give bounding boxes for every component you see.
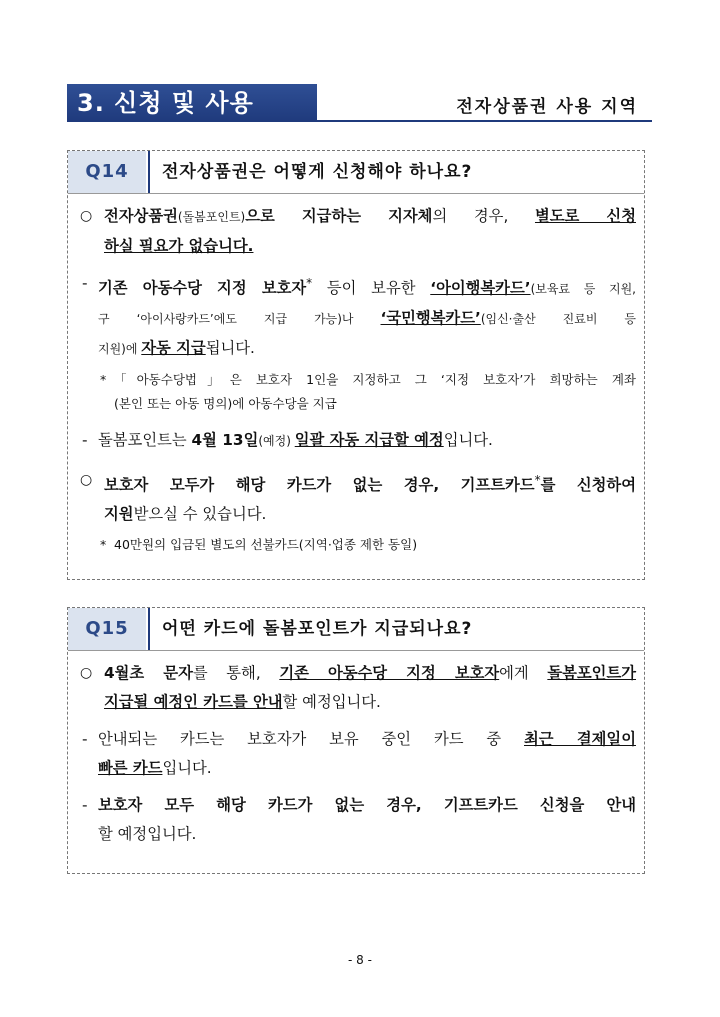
q14-p1-a: 전자상품권 [104, 207, 178, 225]
q15-body [68, 659, 644, 849]
q15-p2-b: 최근 결제일이 [524, 730, 636, 748]
q14-number: Q14 [68, 151, 146, 193]
q14-p3-e: 입니다. [443, 431, 493, 450]
q15-p2-d: 입니다. [162, 759, 212, 777]
q14-p3-c: (예정) [258, 434, 295, 449]
q14-p4-c: 지원 [104, 505, 134, 524]
q14-p1-f: 하실 필요가 없습니다. [104, 237, 254, 255]
q14-separator [148, 151, 150, 193]
q15-p2-a: 안내되는 카드는 보호자가 보유 중인 카드 중 [98, 730, 524, 748]
header-title: 전자상품권 사용 지역 [456, 97, 638, 117]
q14-header [68, 151, 644, 194]
q14-p3-a: 돌봄포인트는 [98, 431, 192, 450]
q15-p3-b: 할 예정입니다. [98, 825, 197, 843]
q15-p2-c: 빠른 카드 [98, 759, 163, 777]
q14-p1-d: 의 경우, [432, 207, 535, 225]
q14-p2-d: (보육료 등 지원, [530, 282, 636, 297]
q14-body [68, 202, 644, 557]
q15-p1-a: 4월초 문자 [104, 664, 193, 682]
q14-question: 전자상품권은 어떻게 신청해야 하나요? [162, 162, 473, 182]
q14-box [67, 150, 645, 580]
q14-p1-b: (돌봄포인트) [177, 210, 246, 224]
q14-p4-a: 보호자 모두가 해당 카드가 없는 경우, 기프트카드 [104, 476, 535, 495]
q15-p1-f: 지급될 예정인 카드를 안내 [104, 693, 283, 711]
q14-p2-f: ‘국민행복카드’ [380, 309, 481, 328]
section-tab: 3. 신청 및 사용 [67, 84, 317, 122]
q14-note2-text: * 40만원의 입금된 별도의 선불카드(지역·업종 제한 동일) [114, 537, 418, 553]
q14-p1-c: 으로 지급하는 지자체 [245, 207, 433, 225]
q14-p2-sup: * [306, 276, 313, 290]
q14-footnote-1 [80, 368, 636, 416]
q15-answer-1 [80, 659, 636, 717]
q15-p1-c: 기존 아동수당 지정 보호자 [279, 664, 500, 682]
q14-answer-1 [80, 202, 636, 261]
q15-number: Q15 [68, 608, 146, 650]
q14-p2-c: ‘아이행복카드’ [430, 279, 531, 298]
q15-p3-a: 보호자 모두 해당 카드가 없는 경우, 기프트카드 신청을 안내 [98, 796, 636, 814]
q14-note1-line1: * 「아동수당법」은 보호자 1인을 지정하고 그 ‘지정 보호자’가 희망하는 계좌 [114, 372, 636, 388]
q15-p1-d: 에게 [499, 664, 548, 682]
q14-note1-line2: (본인 또는 아동 명의)에 아동수당을 지급 [114, 396, 337, 412]
q14-footnote-2 [80, 533, 636, 557]
q15-answer-3 [80, 791, 636, 849]
q15-question: 어떤 카드에 돌봄포인트가 지급되나요? [162, 619, 473, 639]
q15-answer-2 [80, 725, 636, 783]
page-number: - 8 - [348, 953, 372, 967]
q14-p1-e: 별도로 신청 [534, 207, 636, 225]
header-divider [67, 120, 652, 122]
q15-p1-b: 를 통해, [192, 664, 280, 682]
q14-p2-i: 자동 지급 [141, 339, 206, 358]
q14-p4-sup: * [534, 473, 541, 488]
q14-p3-d: 일괄 자동 지급할 예정 [294, 431, 444, 450]
q14-p2-b: 등이 보유한 [312, 279, 431, 298]
q15-separator [148, 608, 150, 650]
q14-p2-h: 지원)에 [98, 342, 142, 357]
q14-p3-b: 4월 13일 [191, 431, 259, 450]
q15-box [67, 607, 645, 874]
q14-p2-j: 됩니다. [205, 339, 255, 358]
q14-p2-e: 구 ‘아이사랑카드’에도 지급 가능)나 [98, 312, 381, 327]
q15-header [68, 608, 644, 651]
q15-p1-g: 할 예정입니다. [282, 693, 381, 711]
q14-p2-a: 기존 아동수당 지정 보호자 [98, 279, 307, 298]
q14-p4-b: 를 신청하여 [540, 476, 636, 495]
q14-p2-g: (임신·출산 진료비 등 [480, 312, 636, 327]
q14-answer-2 [80, 269, 636, 364]
q15-p1-e: 돌봄포인트가 [547, 664, 637, 682]
q14-answer-4 [80, 466, 636, 529]
q14-p4-d: 받으실 수 있습니다. [133, 505, 267, 524]
q14-answer-3 [80, 426, 636, 456]
